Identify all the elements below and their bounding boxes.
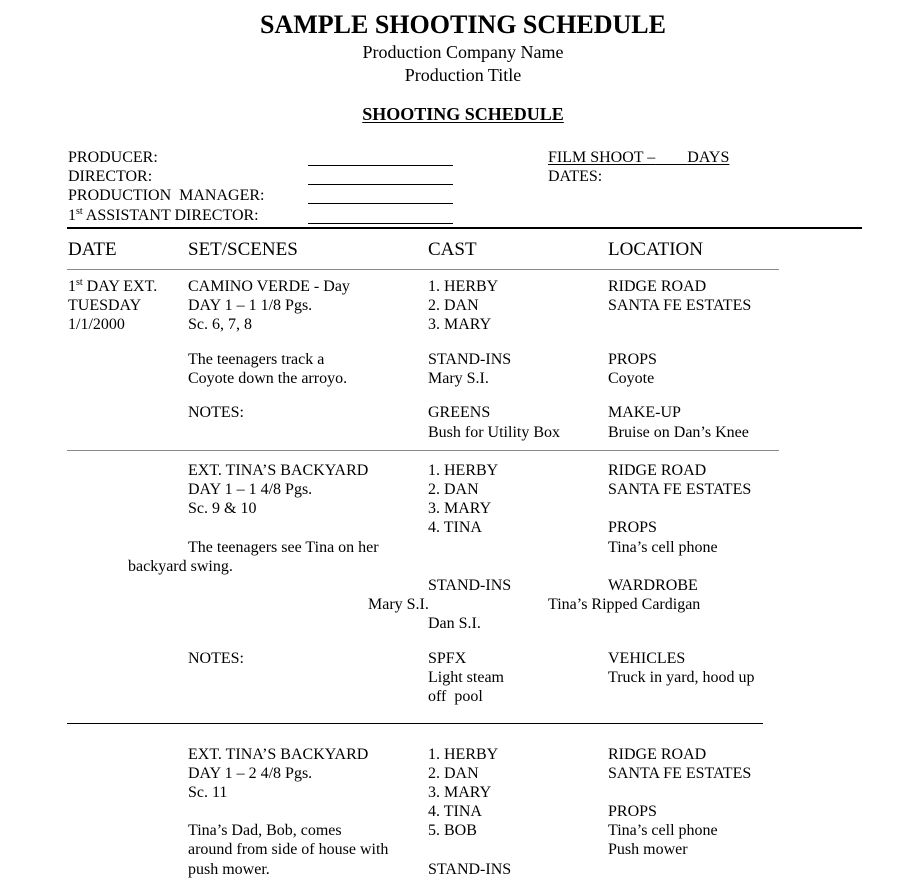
section-title-text: SHOOTING SCHEDULE — [362, 104, 564, 124]
cast-member: 3. MARY — [428, 784, 492, 801]
cast-member: 1. HERBY — [428, 278, 499, 295]
producer-label: PRODUCER: — [68, 149, 158, 166]
entry-date: 1/1/2000 — [68, 316, 125, 333]
production-manager-field[interactable] — [308, 203, 453, 204]
cast-member: 3. MARY — [428, 500, 492, 517]
entry-scenes: Sc. 9 & 10 — [188, 500, 257, 517]
cast-member: 4. TINA — [428, 803, 482, 820]
cast-member: 1. HERBY — [428, 462, 499, 479]
entry-day: 1st DAY EXT. — [68, 277, 158, 295]
spfx-item: off pool — [428, 688, 483, 705]
section-title — [0, 103, 901, 125]
props-item: Tina’s cell phone — [608, 539, 718, 556]
production-company-name: Production Company Name — [362, 42, 564, 62]
column-header-divider — [67, 269, 779, 270]
location-line: RIDGE ROAD — [608, 746, 707, 763]
cast-member: 2. DAN — [428, 297, 479, 314]
stand-ins-label: STAND-INS — [428, 861, 512, 878]
days-label: DAYS — [687, 149, 730, 166]
wardrobe-label: WARDROBE — [608, 577, 698, 594]
greens-label: GREENS — [428, 404, 491, 421]
entry-description-line: around from side of house with — [188, 841, 389, 858]
entry-description-line: backyard swing. — [128, 558, 233, 575]
location-line: SANTA FE ESTATES — [608, 481, 752, 498]
spfx-item: Light steam — [428, 669, 504, 686]
cast-member: 5. BOB — [428, 822, 477, 839]
entry-pages: DAY 1 – 1 4/8 Pgs. — [188, 481, 313, 498]
entry-description-line: Coyote down the arroyo. — [188, 370, 348, 387]
entry-weekday: TUESDAY — [68, 297, 142, 314]
column-header-location: LOCATION — [608, 239, 703, 260]
props-label: PROPS — [608, 803, 657, 820]
entry-description-line: The teenagers track a — [188, 351, 325, 368]
greens-item: Bush for Utility Box — [428, 424, 561, 441]
cast-member: 3. MARY — [428, 316, 492, 333]
entry-pages: DAY 1 – 1 1/8 Pgs. — [188, 297, 313, 314]
cast-member: 2. DAN — [428, 765, 479, 782]
producer-field[interactable] — [308, 165, 453, 166]
production-title: Production Title — [404, 65, 522, 85]
production-manager-label: PRODUCTION MANAGER: — [68, 187, 265, 204]
location-line: RIDGE ROAD — [608, 278, 707, 295]
stand-in-item: Mary S.I. — [368, 596, 429, 613]
props-label: PROPS — [608, 519, 657, 536]
entry-scenes: Sc. 11 — [188, 784, 228, 801]
first-ad-field[interactable] — [308, 223, 453, 224]
header-divider — [67, 227, 862, 229]
entry-description-line: Tina’s Dad, Bob, comes — [188, 822, 342, 839]
entry-notes-label: NOTES: — [188, 404, 244, 421]
props-item: Tina’s cell phone — [608, 822, 718, 839]
stand-ins-label: STAND-INS — [428, 577, 512, 594]
entry-set-name: CAMINO VERDE - Day — [188, 278, 350, 295]
cast-member: 4. TINA — [428, 519, 482, 536]
entry-divider — [67, 450, 779, 451]
director-field[interactable] — [308, 184, 453, 185]
cast-member: 1. HERBY — [428, 746, 499, 763]
entry-set-name: EXT. TINA’S BACKYARD — [188, 462, 369, 479]
vehicles-item: Truck in yard, hood up — [608, 669, 755, 686]
makeup-item: Bruise on Dan’s Knee — [608, 424, 749, 441]
entry-divider — [67, 723, 763, 724]
wardrobe-item: Tina’s Ripped Cardigan — [548, 596, 701, 613]
entry-scenes: Sc. 6, 7, 8 — [188, 316, 252, 333]
stand-ins-label: STAND-INS — [428, 351, 512, 368]
first-ad-label: 1st ASSISTANT DIRECTOR: — [68, 206, 259, 224]
entry-description-line: The teenagers see Tina on her — [188, 539, 379, 556]
film-shoot-days — [548, 148, 729, 167]
column-header-cast: CAST — [428, 239, 477, 260]
dates-label: DATES: — [548, 168, 603, 185]
film-shoot-label: FILM SHOOT – — [548, 149, 656, 166]
entry-notes-label: NOTES: — [188, 650, 244, 667]
director-label: DIRECTOR: — [68, 168, 153, 185]
props-label: PROPS — [608, 351, 657, 368]
props-item: Coyote — [608, 370, 655, 387]
document-title: SAMPLE SHOOTING SCHEDULE — [260, 10, 666, 39]
cast-member: 2. DAN — [428, 481, 479, 498]
props-item: Push mower — [608, 841, 688, 858]
spfx-label: SPFX — [428, 650, 467, 667]
stand-in-item: Dan S.I. — [428, 615, 481, 632]
makeup-label: MAKE-UP — [608, 404, 681, 421]
column-header-set-scenes: SET/SCENES — [188, 239, 298, 260]
entry-pages: DAY 1 – 2 4/8 Pgs. — [188, 765, 313, 782]
vehicles-label: VEHICLES — [608, 650, 686, 667]
entry-set-name: EXT. TINA’S BACKYARD — [188, 746, 369, 763]
entry-description-line: push mower. — [188, 861, 270, 878]
column-header-date: DATE — [68, 239, 117, 260]
stand-in-item: Mary S.I. — [428, 370, 489, 387]
location-line: RIDGE ROAD — [608, 462, 707, 479]
location-line: SANTA FE ESTATES — [608, 765, 752, 782]
location-line: SANTA FE ESTATES — [608, 297, 752, 314]
